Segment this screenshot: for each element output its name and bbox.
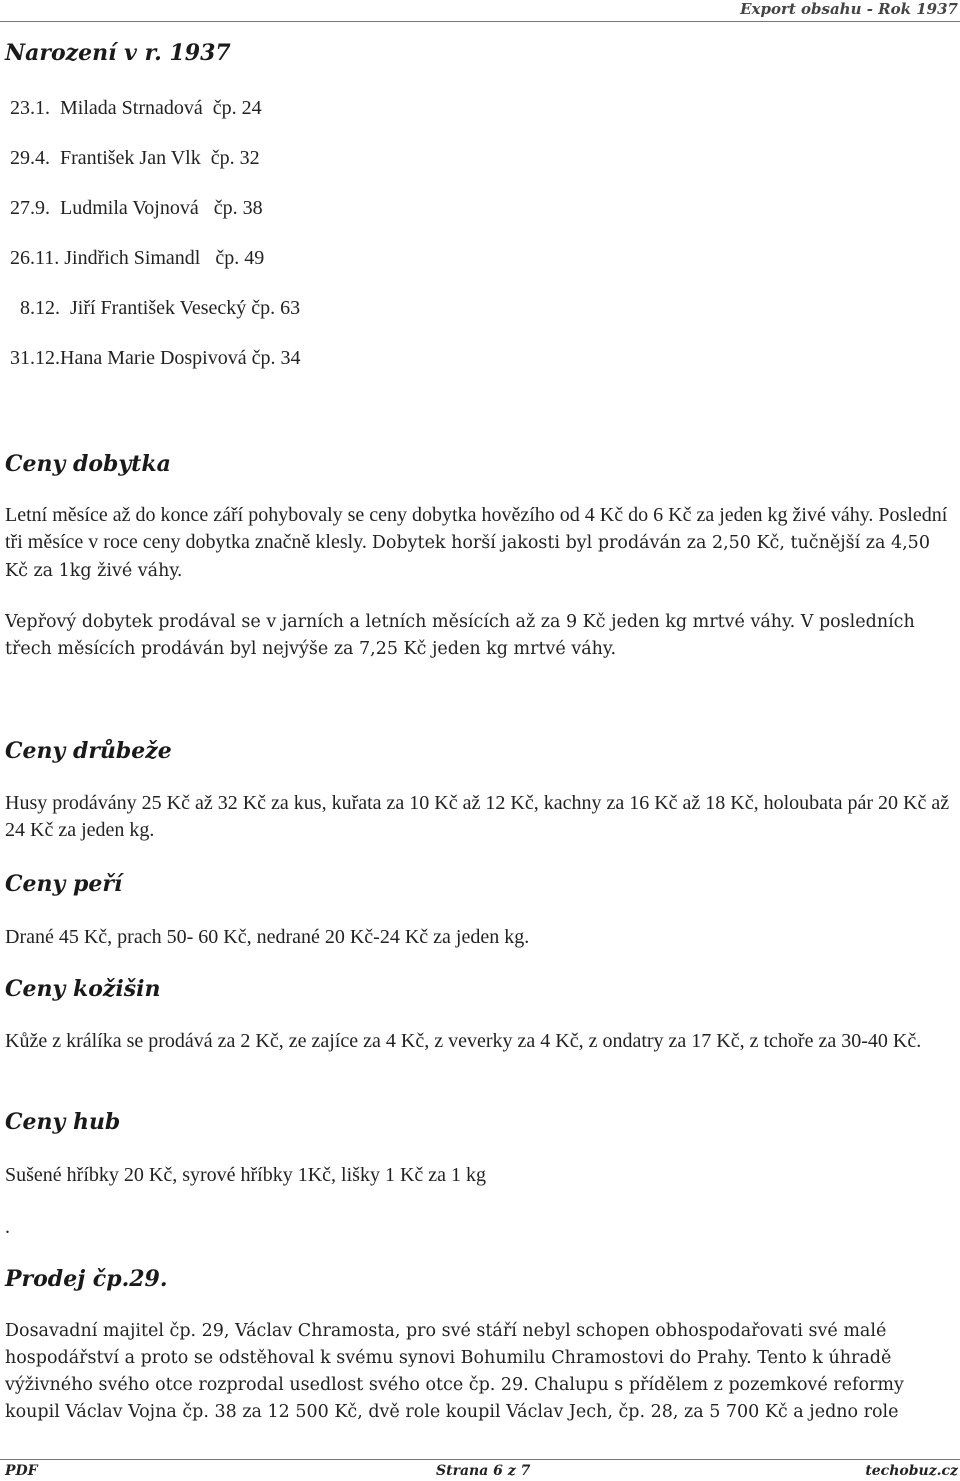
birth-entry: 31.12.Hana Marie Dospivová čp. 34 [5, 347, 301, 369]
mushrooms-heading: Ceny hub [5, 1109, 121, 1135]
mushrooms-paragraph: Sušené hříbky 20 Kč, syrové hříbky 1Kč, lišky 1 Kč za 1 kg [5, 1164, 487, 1186]
cattle-paragraph-2: Vepřový dobytek prodával se v jarních a letních měsících až za 9 Kč jeden kg mrtvé váhy. V posledních třech měsících prodáván byl nejvýše za 7,25 Kč jeden kg mrtvé váhy. [5, 612, 915, 659]
furs-paragraph: Kůže z králíka se prodává za 2 Kč, ze zajíce za 4 Kč, z veverky za 4 Kč, z ondatry za 17 Kč, z tchoře za 30-40 Kč. [5, 1030, 922, 1052]
sale-paragraph: Dosavadní majitel čp. 29, Václav Chramosta, pro své stáří nebyl schopen obhospodařovati své malé hospodářství a proto se odstěhoval k svému synovi Bohumilu Chramostovi do Prahy. Tento k úhradě výživného svého otce rozprodal usedlost svého otce čp. 29. Chalupu s přídělem z pozemkové reformy koupil Václav Vojna čp. 38 za 12 500 Kč, dvě role koupil Václav Jech, čp. 28, za 5 700 Kč a jedno role [5, 1321, 904, 1422]
birth-entry: 8.12. Jiří František Vesecký čp. 63 [5, 297, 301, 319]
poultry-heading: Ceny drůbeže [5, 738, 172, 764]
mushrooms-trailing-dot: . [5, 1216, 10, 1238]
sale-heading: Prodej čp.29. [5, 1266, 168, 1292]
birth-entry: 26.11. Jindřich Simandl čp. 49 [5, 247, 265, 269]
births-heading: Narození v r. 1937 [5, 40, 231, 66]
feathers-paragraph: Drané 45 Kč, prach 50- 60 Kč, nedrané 20 Kč-24 Kč za jeden kg. [5, 926, 530, 948]
cattle-paragraph-1b: Dobytek horší jakosti byl prodáván za 2,50 Kč, tučnější za 4,50 Kč za 1kg živé váhy. [5, 533, 930, 581]
header-divider [0, 21, 960, 22]
page-header-title: Export obsahu - Rok 1937 [740, 0, 958, 18]
footer-pdf-label: PDF [5, 1463, 38, 1479]
feathers-heading: Ceny peří [5, 871, 123, 897]
birth-entry: 23.1. Milada Strnadová čp. 24 [5, 97, 262, 119]
poultry-paragraph: Husy prodávány 25 Kč až 32 Kč za kus, kuřata za 10 Kč až 12 Kč, kachny za 16 Kč až 18 Kč, holoubata pár 20 Kč až 24 Kč za jeden kg. [5, 792, 950, 841]
cattle-paragraph-1 [5, 502, 955, 585]
cattle-paragraph-1a: Letní měsíce až do konce září pohybovaly se ceny dobytka hovězího od 4 Kč do 6 Kč za jeden kg živé váhy. Poslední tři měsíce v roce ceny dobytka značně klesly. [5, 504, 948, 553]
footer-divider [0, 1459, 960, 1460]
birth-entry: 27.9. Ludmila Vojnová čp. 38 [5, 197, 263, 219]
footer-site-link[interactable]: techobuz.cz [865, 1463, 958, 1479]
birth-entry: 29.4. František Jan Vlk čp. 32 [5, 147, 260, 169]
furs-heading: Ceny kožišin [5, 976, 161, 1002]
footer-page-number: Strana 6 z 7 [436, 1463, 531, 1479]
cattle-heading: Ceny dobytka [5, 451, 171, 477]
